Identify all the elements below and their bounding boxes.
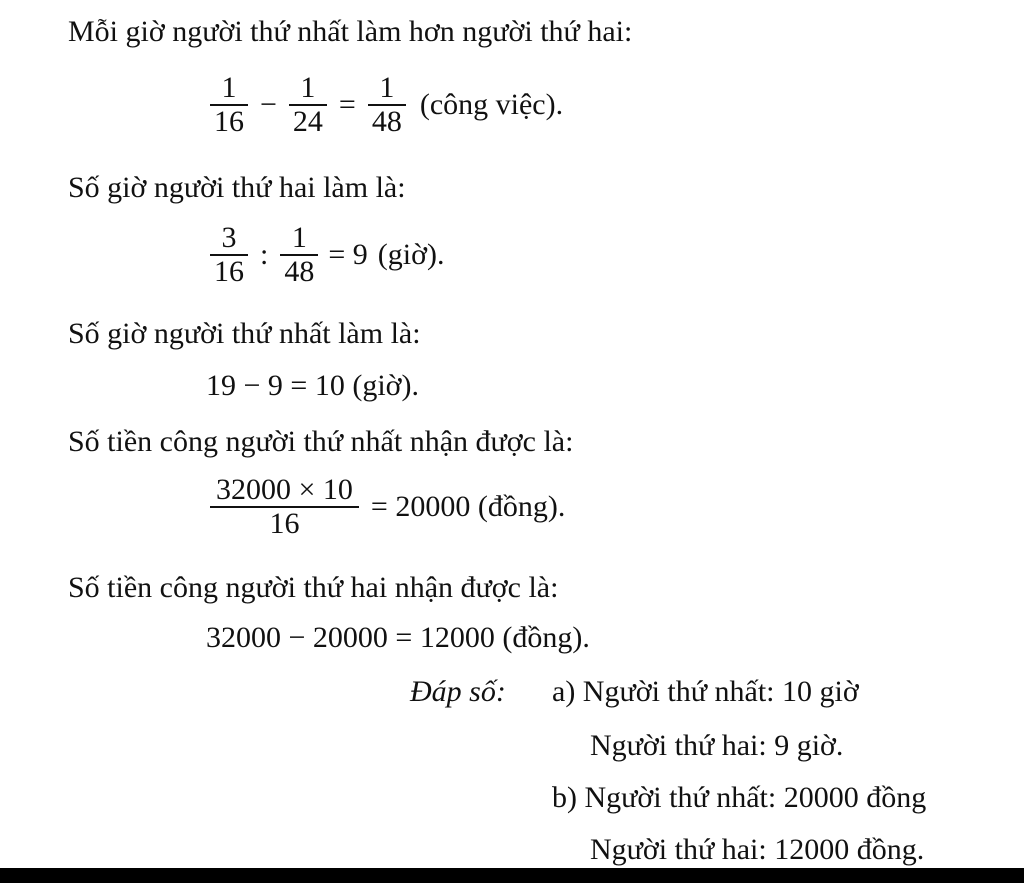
fraction-1-24 bbox=[289, 72, 327, 138]
denominator: 16 bbox=[214, 255, 244, 288]
equation-second-worker-hours bbox=[206, 222, 444, 288]
equals-sign: = bbox=[338, 88, 356, 121]
bottom-border bbox=[0, 868, 1024, 883]
fraction-1-16 bbox=[210, 72, 248, 138]
result-value: = 9 bbox=[328, 238, 368, 271]
minus-sign: − bbox=[260, 88, 277, 121]
denominator: 48 bbox=[284, 255, 315, 288]
fraction-pay bbox=[210, 474, 359, 540]
denominator: 16 bbox=[214, 105, 244, 138]
line-first-worker-hours: Số giờ người thứ nhất làm là: bbox=[68, 317, 421, 350]
answer-b-second: Người thứ hai: 12000 đồng. bbox=[590, 833, 925, 866]
numerator: 1 bbox=[379, 71, 395, 104]
numerator: 1 bbox=[291, 221, 307, 254]
line-hourly-difference: Mỗi giờ người thứ nhất làm hơn người thứ hai: bbox=[68, 15, 633, 48]
equation-difference bbox=[206, 72, 563, 138]
numerator: 1 bbox=[300, 71, 316, 104]
unit-label: (giờ). bbox=[377, 238, 445, 271]
denominator: 24 bbox=[292, 105, 323, 138]
numerator: 3 bbox=[221, 221, 237, 254]
line-first-worker-pay: Số tiền công người thứ nhất nhận được là: bbox=[68, 425, 574, 458]
answer-a-first: a) Người thứ nhất: 10 giờ bbox=[552, 675, 859, 708]
answer-a-second: Người thứ hai: 9 giờ. bbox=[590, 729, 844, 762]
numerator: 32000 × 10 bbox=[216, 473, 353, 506]
denominator: 16 bbox=[269, 507, 300, 540]
fraction-1-48 bbox=[280, 222, 318, 288]
line-second-worker-pay: Số tiền công người thứ hai nhận được là: bbox=[68, 571, 559, 604]
answer-b-first: b) Người thứ nhất: 20000 đồng bbox=[552, 781, 927, 814]
fraction-3-16 bbox=[210, 222, 248, 288]
divide-sign: : bbox=[260, 238, 269, 271]
equation-first-worker-pay bbox=[206, 474, 565, 540]
numerator: 1 bbox=[221, 71, 237, 104]
denominator: 48 bbox=[371, 105, 402, 138]
line-second-worker-hours: Số giờ người thứ hai làm là: bbox=[68, 171, 406, 204]
equation-second-worker-pay: 32000 − 20000 = 12000 (đồng). bbox=[206, 621, 590, 654]
result-value: = 20000 (đồng). bbox=[370, 490, 566, 523]
unit-label: (công việc). bbox=[419, 88, 564, 121]
fraction-1-48 bbox=[368, 72, 406, 138]
equation-first-worker-hours: 19 − 9 = 10 (giờ). bbox=[206, 369, 420, 402]
answer-label: Đáp số: bbox=[410, 675, 506, 708]
